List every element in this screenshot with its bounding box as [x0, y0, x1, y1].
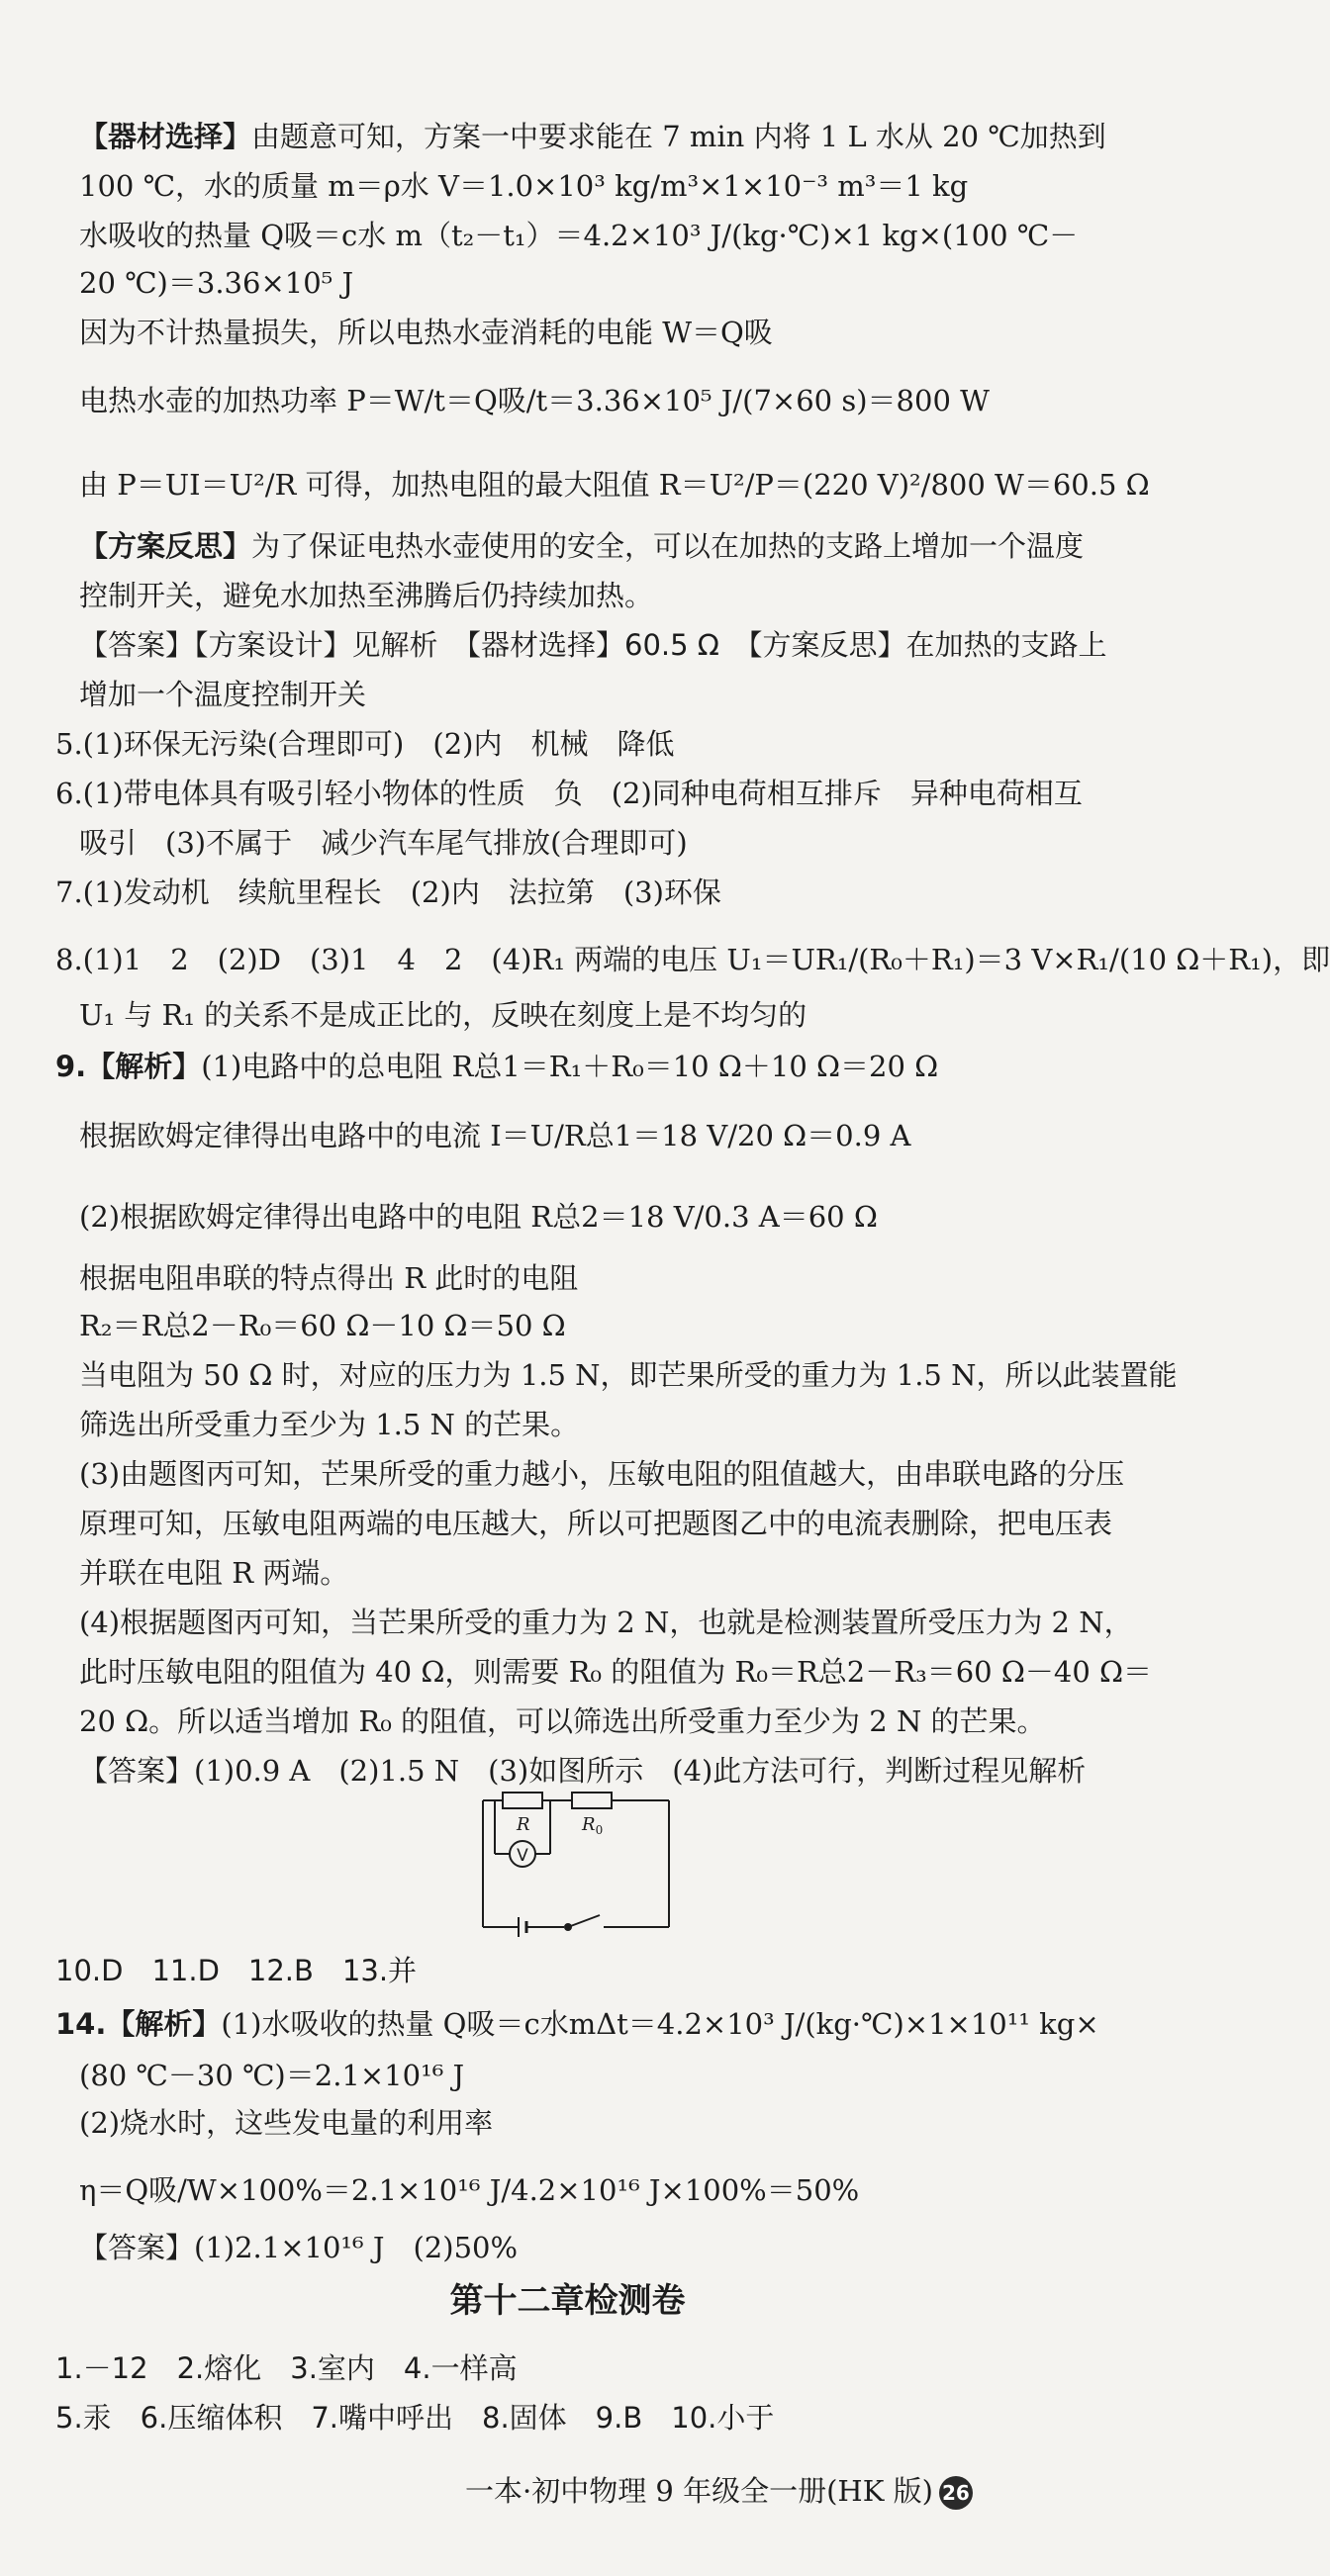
- q8-line-2: U₁ 与 R₁ 的关系不是成正比的，反映在刻度上是不均匀的: [79, 998, 808, 1032]
- equip-line-2: 100 ℃，水的质量 m＝ρ水 V＝1.0×10³ kg/m³×1×10⁻³ m³＝1 kg: [79, 169, 969, 203]
- q14-line-3: (2)烧水时，这些发电量的利用率: [79, 2106, 494, 2140]
- q9-line-10: 并联在电阻 R 两端。: [79, 1556, 349, 1590]
- q14-line-1: 14.【解析】(1)水吸收的热量 Q吸＝c水mΔt＝4.2×10³ J/(kg·℃)×1×10¹¹ kg×: [55, 2007, 1099, 2041]
- q5-line: 5.(1)环保无污染(合理即可) (2)内 机械 降低: [55, 727, 675, 761]
- q14-answer: 【答案】(1)2.1×10¹⁶ J (2)50%: [79, 2231, 519, 2264]
- reflect-line-1: 【方案反思】为了保证电热水壶使用的安全，可以在加热的支路上增加一个温度: [79, 529, 1085, 563]
- answer4-line-2: 增加一个温度控制开关: [79, 678, 367, 711]
- q9-line-7: 筛选出所受重力至少为 1.5 N 的芒果。: [79, 1408, 580, 1441]
- chapter-title: 第十二章检测卷: [449, 2281, 686, 2321]
- q14-tag: 14.【解析】: [55, 2007, 222, 2041]
- q9-circuit-diagram: [473, 1781, 681, 1939]
- resistor-r: [503, 1793, 542, 1808]
- q9-tag: 9.【解析】: [55, 1050, 202, 1083]
- q9-line-1: 9.【解析】(1)电路中的总电阻 R总1＝R₁＋R₀＝10 Ω＋10 Ω＝20 Ω: [55, 1050, 939, 1083]
- voltmeter-label: V: [517, 1846, 528, 1866]
- reflect-line-2: 控制开关，避免水加热至沸腾后仍持续加热。: [79, 579, 654, 612]
- footer: [465, 2469, 973, 2510]
- ch12-line-2: 5.汞 6.压缩体积 7.嘴中呼出 8.固体 9.B 10.小于: [55, 2401, 775, 2435]
- answer4-line-1: 【答案】【方案设计】见解析 【器材选择】60.5 Ω 【方案反思】在加热的支路上: [79, 628, 1107, 662]
- q9-line-3: (2)根据欧姆定律得出电路中的电阻 R总2＝18 V/0.3 A＝60 Ω: [79, 1200, 878, 1234]
- q9-line-11: (4)根据题图丙可知，当芒果所受的重力为 2 N，也就是检测装置所受压力为 2 N，: [79, 1606, 1133, 1639]
- r0-label: $R_0$: [582, 1814, 604, 1837]
- q9-line-12: 此时压敏电阻的阻值为 40 Ω，则需要 R₀ 的阻值为 R₀＝R总2－R₃＝60 Ω－40 Ω＝: [79, 1655, 1153, 1689]
- q9-line-4: 根据电阻串联的特点得出 R 此时的电阻: [79, 1261, 579, 1295]
- q9-line-5: R₂＝R总2－R₀＝60 Ω－10 Ω＝50 Ω: [79, 1309, 566, 1342]
- q9-line-13: 20 Ω。所以适当增加 R₀ 的阻值，可以筛选出所受重力至少为 2 N 的芒果。: [79, 1704, 1046, 1738]
- equip-line-5: 因为不计热量损失，所以电热水壶消耗的电能 W＝Q吸: [79, 316, 773, 349]
- reflect-tag: 【方案反思】: [79, 529, 252, 563]
- q9-line-8: (3)由题图丙可知，芒果所受的重力越小，压敏电阻的阻值越大，由串联电路的分压: [79, 1457, 1125, 1491]
- page-number: 26: [939, 2476, 973, 2510]
- q14-line-2: (80 ℃－30 ℃)＝2.1×10¹⁶ J: [79, 2059, 465, 2092]
- r-label: R: [517, 1814, 530, 1835]
- q14-line-4: η＝Q吸/W×100%＝2.1×10¹⁶ J/4.2×10¹⁶ J×100%＝50%: [79, 2173, 860, 2207]
- q9-line-2: 根据欧姆定律得出电路中的电流 I＝U/R总1＝18 V/20 Ω＝0.9 A: [79, 1119, 911, 1152]
- equip-tag: 【器材选择】: [79, 120, 252, 153]
- equip-line-3: 水吸收的热量 Q吸＝c水 m（t₂－t₁）＝4.2×10³ J/(kg·℃)×1 kg×(100 ℃－: [79, 219, 1079, 252]
- equip-line-1: 【器材选择】由题意可知，方案一中要求能在 7 min 内将 1 L 水从 20 ℃加热到: [79, 120, 1106, 153]
- q10-13-line: 10.D 11.D 12.B 13.并: [55, 1954, 418, 1987]
- q7-line: 7.(1)发动机 续航里程长 (2)内 法拉第 (3)环保: [55, 875, 721, 909]
- equip-line-7: 由 P＝UI＝U²/R 可得，加热电阻的最大阻值 R＝U²/P＝(220 V)²/800 W＝60.5 Ω: [79, 468, 1150, 502]
- ch12-line-1: 1.－12 2.熔化 3.室内 4.一样高: [55, 2351, 518, 2385]
- q6-line-2: 吸引 (3)不属于 减少汽车尾气排放(合理即可): [79, 826, 688, 860]
- equip-line-6: 电热水壶的加热功率 P＝W/t＝Q吸/t＝3.36×10⁵ J/(7×60 s)＝800 W: [79, 384, 990, 417]
- q9-line-9: 原理可知，压敏电阻两端的电压越大，所以可把题图乙中的电流表删除，把电压表: [79, 1507, 1113, 1540]
- q8-line-1: 8.(1)1 2 (2)D (3)1 4 2 (4)R₁ 两端的电压 U₁＝UR₁/(R₀＋R₁)＝3 V×R₁/(10 Ω＋R₁)，即: [55, 943, 1330, 976]
- resistor-r0: [572, 1793, 612, 1808]
- equip-line-4: 20 ℃)＝3.36×10⁵ J: [79, 266, 354, 300]
- q9-answer: 【答案】(1)0.9 A (2)1.5 N (3)如图所示 (4)此方法可行，判断过程见解析: [79, 1754, 1087, 1788]
- q6-line-1: 6.(1)带电体具有吸引轻小物体的性质 负 (2)同种电荷相互排斥 异种电荷相互: [55, 777, 1083, 810]
- q9-line-6: 当电阻为 50 Ω 时，对应的压力为 1.5 N，即芒果所受的重力为 1.5 N，所以此装置能: [79, 1358, 1178, 1392]
- footer-text: 一本·初中物理 9 年级全一册(HK 版): [465, 2474, 933, 2508]
